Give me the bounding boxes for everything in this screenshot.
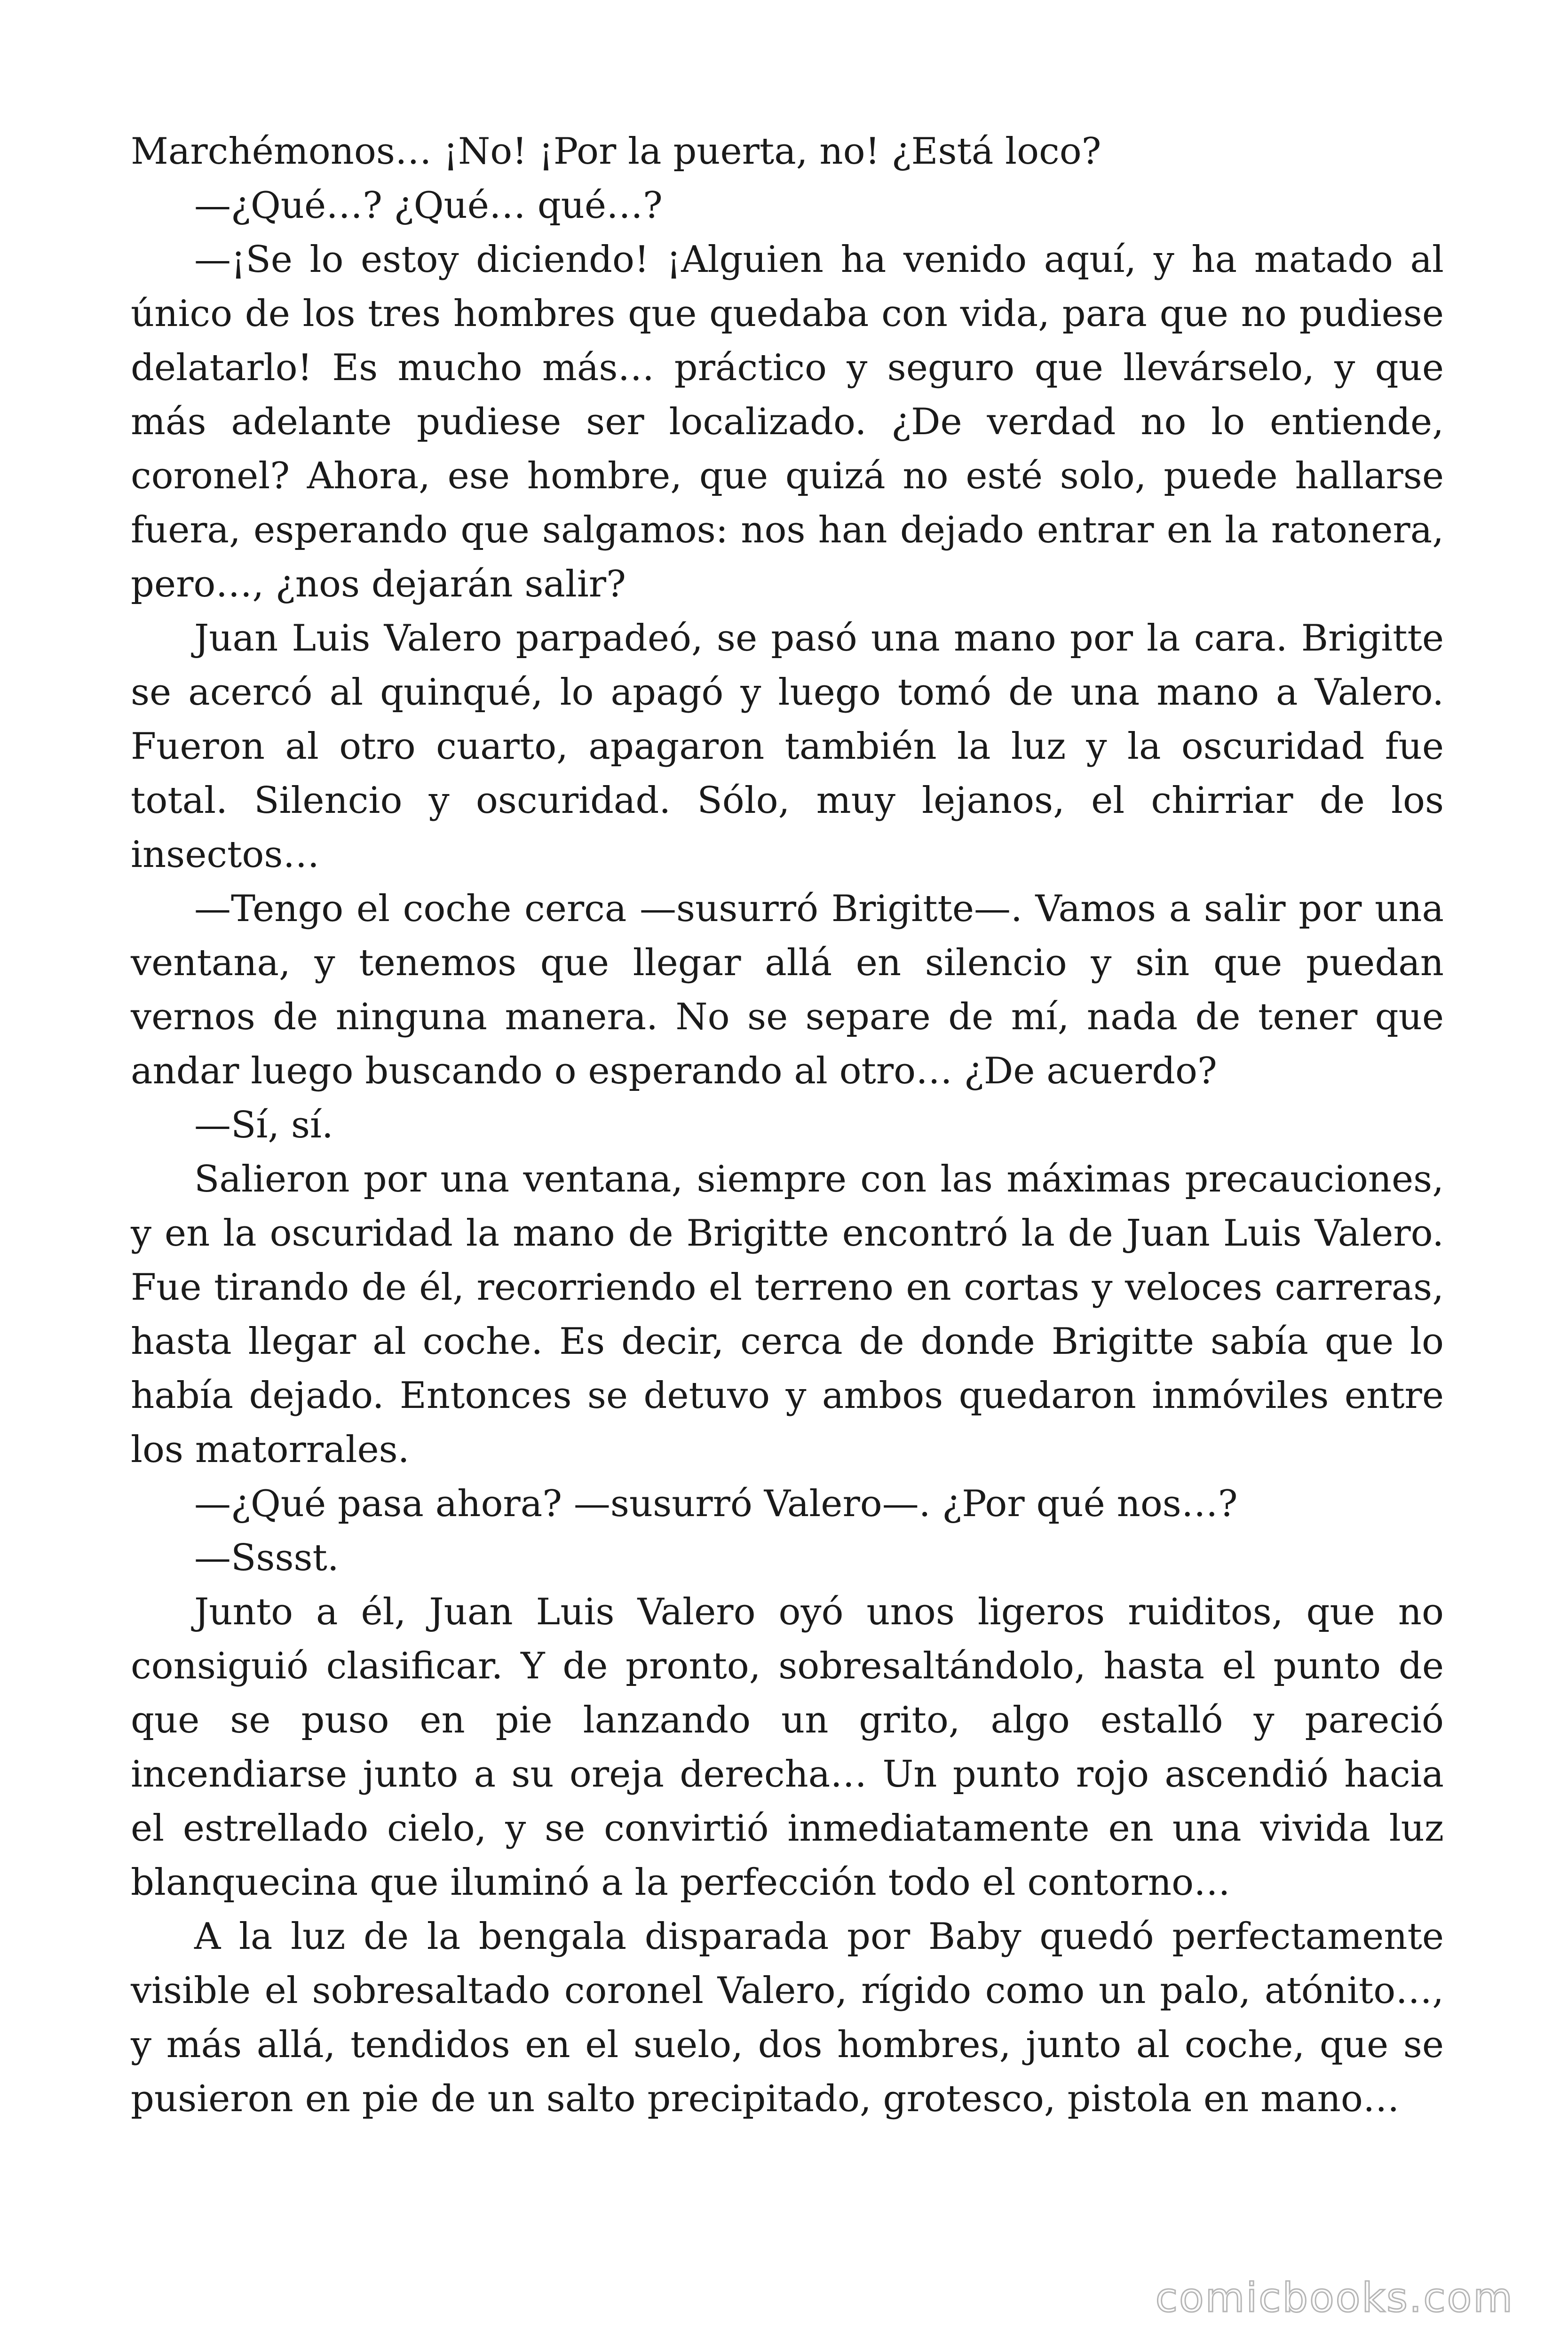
paragraph-narration: A la luz de la bengala disparada por Baby quedó perfectamente visible el sobresaltado coronel Valero, rígido como un palo, atónito…, y más allá, tendidos en el suelo, dos hombres, junto al coche, que se pusieron en pie de un salto precipitado, grotesco, pistola en mano… bbox=[131, 1915, 1444, 2120]
watermark: comicbooks.com bbox=[1155, 2274, 1514, 2321]
paragraph-narration: Juan Luis Valero parpadeó, se pasó una mano por la cara. Brigitte se acercó al quinqué, lo apagó y luego tomó de una mano a Valero. Fueron al otro cuarto, apagaron también la luz y la oscuridad fue total. Silencio y oscuridad. Sólo, muy lejanos, el chirriar de los insectos… bbox=[131, 617, 1444, 876]
paragraph-dialogue: —¿Qué…? ¿Qué… qué…? bbox=[194, 184, 663, 227]
paragraph-dialogue: —¡Se lo estoy diciendo! ¡Alguien ha venido aquí, y ha matado al único de los tres hombres que quedaba con vida, para que no pudiese delatarlo! Es mucho más… práctico y seguro que llevárselo, y que más adelante pudiese ser localizado. ¿De verdad no lo entiende, coronel? Ahora, ese hombre, que quizá no esté solo, puede hallarse fuera, esperando que salgamos: nos han dejado entrar en la ratonera, pero…, ¿nos dejarán salir? bbox=[131, 238, 1444, 605]
paragraph-dialogue: —¿Qué pasa ahora? —susurró Valero—. ¿Por qué nos…? bbox=[194, 1483, 1238, 1525]
paragraph-narration: Salieron por una ventana, siempre con las máximas precauciones, y en la oscuridad la mano de Brigitte encontró la de Juan Luis Valero. Fue tirando de él, recorriendo el terreno en cortas y veloces carreras, hasta llegar al coche. Es decir, cerca de donde Brigitte sabía que lo había dejado. Entonces se detuvo y ambos quedaron inmóviles entre los matorrales. bbox=[131, 1158, 1444, 1471]
paragraph-dialogue: —Tengo el coche cerca —susurró Brigitte—. Vamos a salir por una ventana, y tenemos que llegar allá en silencio y sin que puedan vernos de ninguna manera. No se separe de mí, nada de tener que andar luego buscando o esperando al otro… ¿De acuerdo? bbox=[131, 888, 1444, 1092]
book-page-text bbox=[131, 125, 1444, 2126]
paragraph-dialogue: —Sssst. bbox=[194, 1537, 339, 1579]
paragraph-narration: Junto a él, Juan Luis Valero oyó unos ligeros ruiditos, que no consiguió clasificar. Y de pronto, sobresaltándolo, hasta el punto de que se puso en pie lanzando un grito, algo estalló y pareció incendiarse junto a su oreja derecha… Un punto rojo ascendió hacia el estrellado cielo, y se convirtió inmediatamente en una vivida luz blanquecina que iluminó a la perfección todo el contorno… bbox=[131, 1591, 1444, 1904]
paragraph-continuation: Marchémonos… ¡No! ¡Por la puerta, no! ¿Está loco? bbox=[131, 130, 1101, 173]
paragraph-dialogue: —Sí, sí. bbox=[194, 1104, 333, 1146]
